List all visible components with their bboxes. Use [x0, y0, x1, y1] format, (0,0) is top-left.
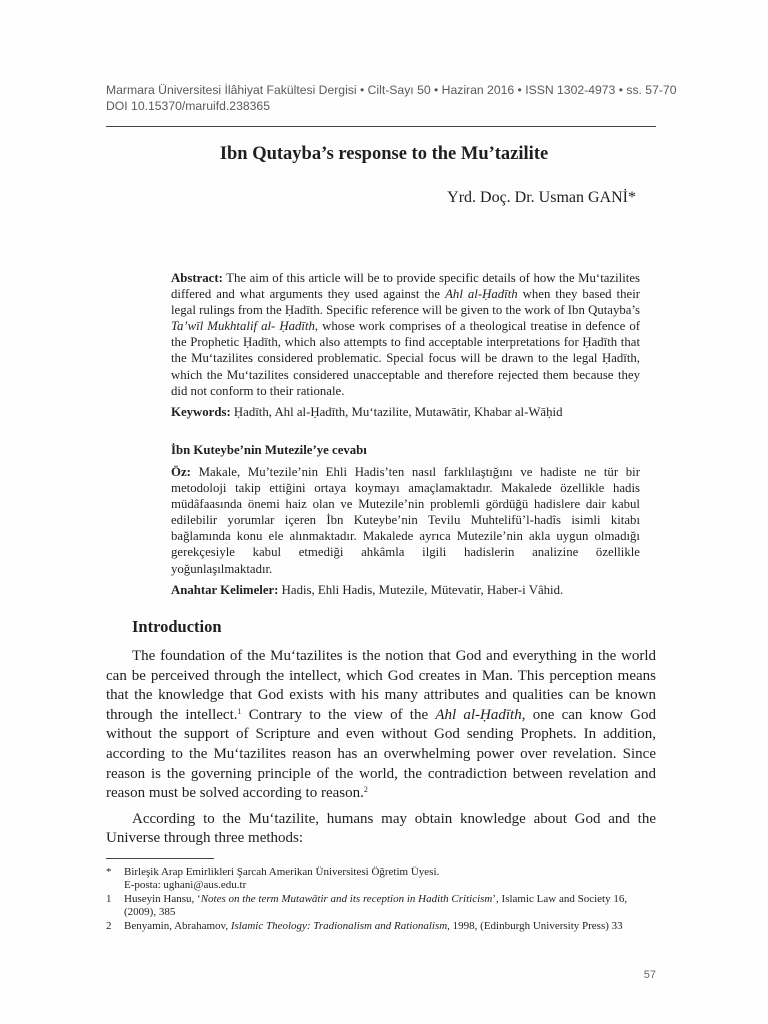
- paragraph-text: The foundation of the Mu‘tazilites is the notion that God and everything in the world can be perceived through the intellect, which God creates in Man. This perception means that the knowledge that God exists with his many attributes and qualities can be known through the intellect.: [106, 648, 656, 723]
- footnote-mark: *: [106, 866, 112, 878]
- article-title: Ibn Qutayba’s response to the Mu’tazilite: [219, 144, 549, 164]
- footnote-text: ’, Islamic Law and Society 16, (2009), 385: [124, 893, 628, 918]
- footnote-item: [106, 920, 658, 933]
- keywords-label: Keywords:: [171, 404, 231, 419]
- footnote-mark: 1: [106, 893, 112, 905]
- footnote-divider: [106, 858, 214, 859]
- footnote-ref: 2: [363, 785, 368, 795]
- footnote-text: Huseyin Hansu, ‘: [124, 893, 201, 905]
- footnote-item: [106, 893, 658, 918]
- doi-line: DOI 10.15370/maruifd.238365: [106, 99, 270, 113]
- keywords-line: [171, 404, 640, 420]
- footnote-ref: 1: [237, 706, 242, 716]
- header-divider: [106, 126, 656, 127]
- footnote-text: , 1998, (Edinburgh University Press) 33: [447, 920, 623, 932]
- footnote-mark: 2: [106, 920, 112, 932]
- journal-info-line: Marmara Üniversitesi İlâhiyat Fakültesi Dergisi • Cilt-Sayı 50 • Haziran 2016 • ISSN 1302-4973 • ss. 57-70: [106, 83, 677, 97]
- abstract-text: , whose work comprises of a theological treatise in defence of the Prophetic Ḥadīth, which also attempts to find acceptable interpretations for Ḥadīth that the Mu‘tazilites considered problematic. Special focus will be drawn to the legal Ḥadīth, which the Mu‘tazilites considered unacceptable and therefore rejected them because they did not conform to their rationale.: [171, 319, 640, 398]
- oz-label: Öz:: [171, 464, 191, 479]
- paragraph-text: , one can know God without the support of Scripture and even without God sending Prophets. In addition, according to the Mu‘tazilites reason has an overwhelming power over revelation. Since reason is the governing principle of the world, the contradiction between revelation and reason must be solved according to reason.: [106, 706, 657, 802]
- turkish-keywords-text: Hadis, Ehli Hadis, Mutezile, Mütevatir, Haber-i Vâhid.: [278, 582, 564, 597]
- author-name: Yrd. Doç. Dr. Usman GANİ*: [447, 189, 636, 206]
- footnotes: [106, 866, 658, 935]
- introduction-body: [106, 647, 656, 849]
- abstract-text: when they based their legal rulings from the Ḥadīth. Specific reference will be given to the work of Ibn Qutayba’s: [171, 287, 641, 318]
- abstract-book-title: Ta’wīl Mukhtalif al- Ḥadīth: [171, 319, 315, 334]
- footnote-cited-title: Islamic Theology: Tradionalism and Rationalism: [230, 920, 448, 932]
- footnote-text: Birleşik Arap Emirlikleri Şarcah Amerikan Üniversitesi Öğretim Üyesi.: [124, 866, 440, 878]
- turkish-keywords-label: Anahtar Kelimeler:: [171, 582, 279, 597]
- turkish-keywords-line: [171, 582, 640, 598]
- footnote-text: Benyamin, Abrahamov,: [124, 920, 231, 932]
- footnote-cited-title: Notes on the term Mutawātir and its reception in Hadith Criticism: [200, 893, 493, 905]
- footnote-item: [106, 866, 658, 891]
- turkish-title: İbn Kuteybe’nin Mutezile’ye cevabı: [171, 442, 367, 457]
- journal-citation: [106, 82, 677, 114]
- footnote-email: E-posta: ughani@aus.edu.tr: [124, 878, 247, 891]
- introduction-heading: Introduction: [132, 617, 222, 636]
- abstract-label: Abstract:: [171, 271, 223, 285]
- oz-text: Makale, Mu’tezile’nin Ehli Hadis’ten nasıl farklılaştığını ve hadiste ne tür bir metodoloji takip ettiğini ortaya koymayı amaçlamaktadır. Makalede özellikle hadis müdâfaasında önemi haiz olan ve Mutezile’nin problemli gördüğü hadislere dair kabul edilebilir yorumlar içeren İbn Kuteybe’nin Tevilu Muhtelifü’l-hadîs isimli kitabı bağlamında konu ele alınmaktadır. Makalede ayrıca Mutezile’nin akla uygun olmadığı gerekçesiyle kabul etmediği ahkâmla ilgili hadislerin analizine özellikle yoğunlaşılmaktadır.: [171, 464, 640, 576]
- abstract-italic-term: Ahl al-Ḥadīth: [445, 287, 518, 302]
- turkish-abstract: [171, 464, 640, 577]
- italic-term: Ahl al-Ḥadīth: [435, 706, 522, 723]
- body-paragraph: [106, 647, 656, 804]
- body-paragraph: According to the Mu‘tazilite, humans may obtain knowledge about God and the Universe through three methods:: [106, 810, 656, 847]
- page-number: 57: [643, 969, 656, 981]
- abstract-text: The aim of this article will be to provide specific details of how the Mu‘tazilites differed and what arguments they used against the: [171, 271, 640, 302]
- keywords-text: Ḥadīth, Ahl al-Ḥadīth, Mu‘tazilite, Mutawātir, Khabar al-Wāḥid: [230, 404, 563, 419]
- paragraph-text: Contrary to the view of the: [241, 706, 436, 723]
- abstract-section: [171, 270, 640, 598]
- abstract-paragraph: [171, 270, 640, 399]
